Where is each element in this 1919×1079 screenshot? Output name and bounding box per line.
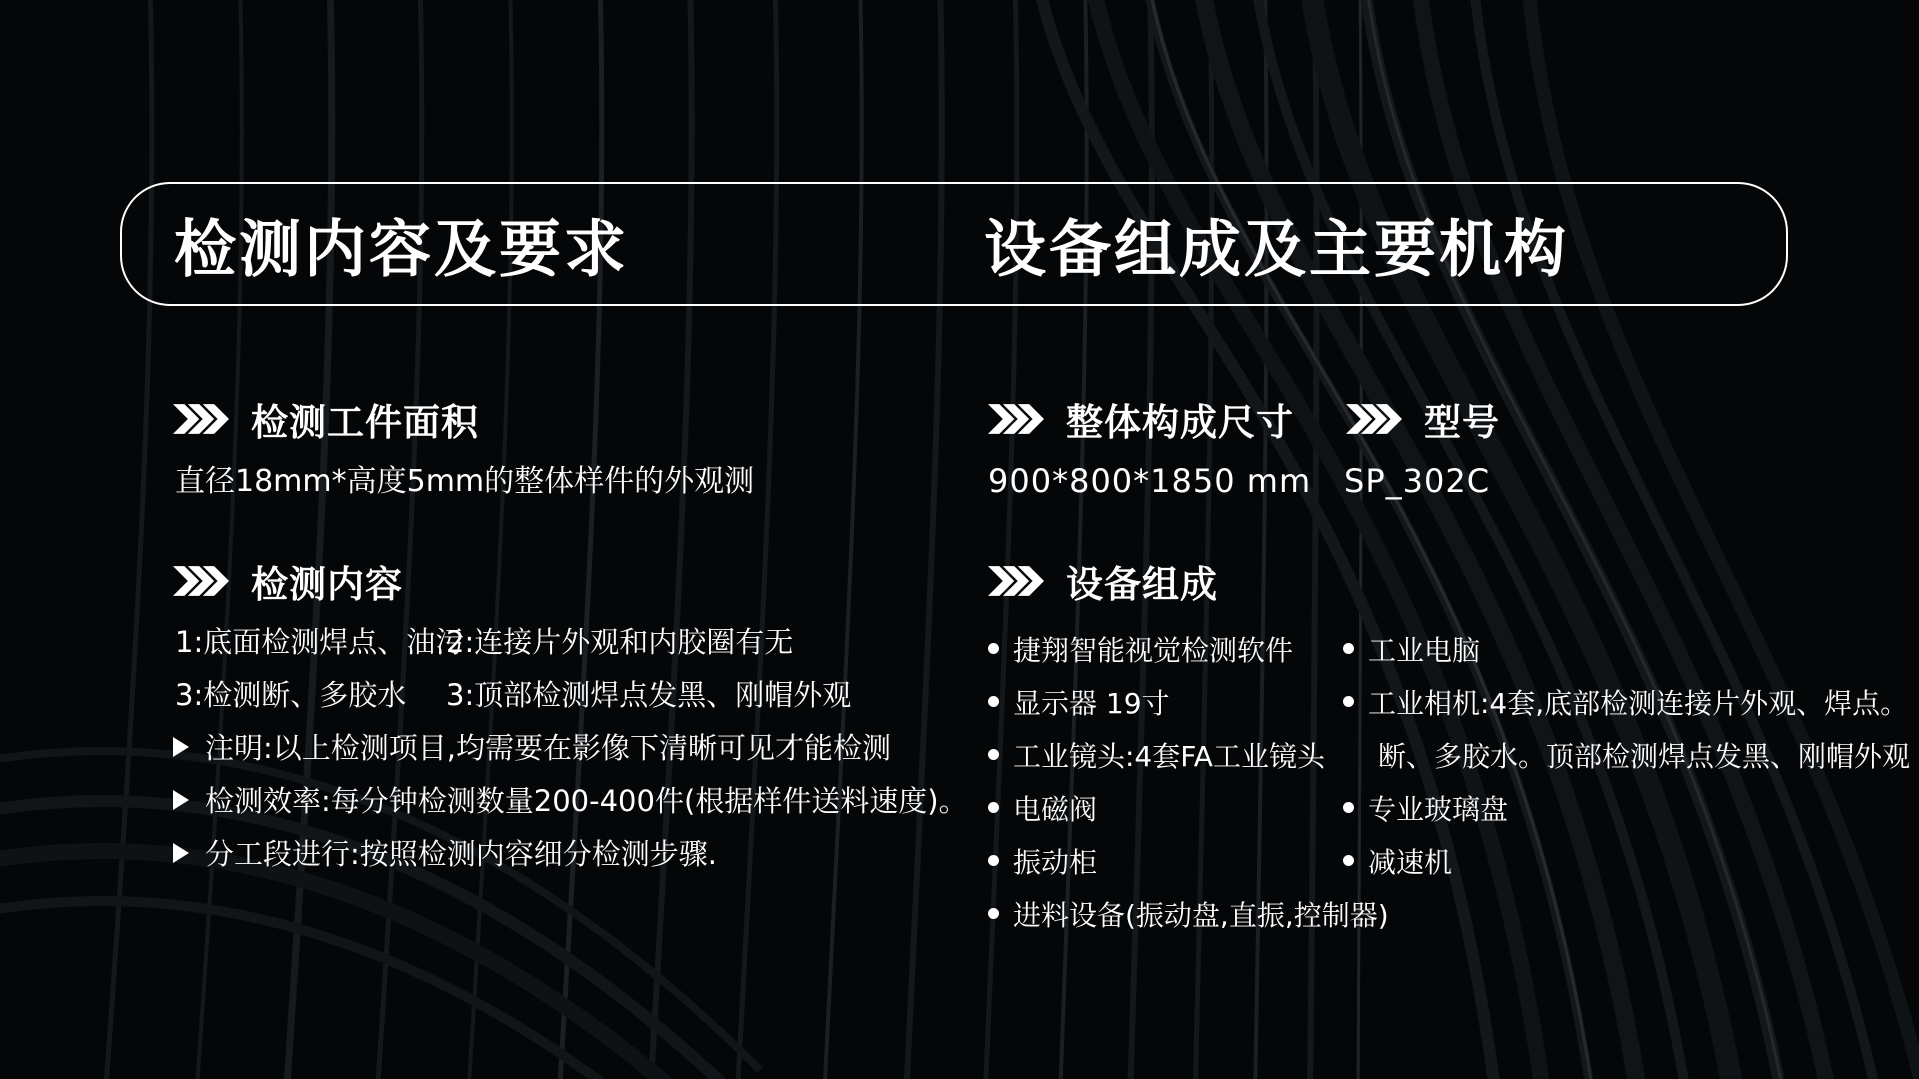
note-row [173,720,968,773]
bullet-icon [988,908,999,919]
pair-row [175,614,851,667]
dimensions-value: 900*800*1850 mm [988,462,1312,500]
item-text: 减速机 [1368,845,1453,879]
equipment-list-right [1343,622,1910,887]
right-triangle-icon [173,843,189,863]
note-text: 分工段进行:按照检测内容细分检测步骤. [205,837,717,871]
triple-chevron-icon [988,404,1044,434]
bullet-icon [1343,643,1354,654]
bullet-icon [988,855,999,866]
note-row [173,773,968,826]
triple-chevron-icon [1346,404,1402,434]
bullet-icon [988,802,999,813]
section-header-dimensions [988,398,1294,444]
work-area-body: 直径18mm*高度5mm的整体样件的外观测 [175,464,755,499]
section-header-equipment [988,560,1218,606]
triple-chevron-icon [173,404,229,434]
bullet-icon [988,643,999,654]
item-text: 专业玻璃盘 [1368,792,1509,826]
content-pair-list [175,614,851,720]
note-row [173,826,968,879]
bullet-icon [988,749,999,760]
bullet-icon [988,696,999,707]
content-notes [173,720,968,879]
section-title: 检测内容 [251,563,403,606]
item-text: 显示器 19寸 [1013,686,1170,720]
pair-cell: 3:顶部检测焊点发黑、刚帽外观 [446,678,852,712]
pair-cell: 2:连接片外观和内胶圈有无 [446,625,794,659]
list-item [1343,834,1910,887]
title-bar [120,182,1788,306]
list-item-continuation [1343,728,1910,781]
item-text: 断、多胶水。顶部检测焊点发黑、刚帽外观 [1378,739,1911,773]
model-value: SP_302C [1344,462,1491,500]
pair-row [175,667,851,720]
item-text: 振动柜 [1013,845,1098,879]
page-title-right: 设备组成及主要机构 [984,212,1570,286]
note-text: 检测效率:每分钟检测数量200-400件(根据样件送料速度)。 [205,784,968,818]
section-title: 检测工件面积 [251,401,479,444]
section-title: 型号 [1424,401,1500,444]
list-item [988,887,1389,940]
item-text: 工业电脑 [1368,633,1481,667]
item-text: 工业镜头:4套FA工业镜头 [1013,739,1325,773]
item-text: 进料设备(振动盘,直振,控制器) [1013,898,1389,932]
section-title: 设备组成 [1066,563,1218,606]
note-text: 注明:以上检测项目,均需要在影像下清晰可见才能检测 [205,731,891,765]
section-header-model [1346,398,1500,444]
triple-chevron-icon [988,566,1044,596]
pair-cell: 3:检测断、多胶水 [175,678,407,712]
item-text: 捷翔智能视觉检测软件 [1013,633,1294,667]
list-item [988,834,1389,887]
item-text: 工业相机:4套,底部检测连接片外观、焊点。 [1368,686,1909,720]
item-text: 电磁阀 [1013,792,1098,826]
bullet-icon [1343,696,1354,707]
right-triangle-icon [173,790,189,810]
triple-chevron-icon [173,566,229,596]
list-item [988,728,1389,781]
section-title: 整体构成尺寸 [1066,401,1294,444]
pair-cell: 1:底面检测焊点、油污 [175,625,465,659]
list-item [988,622,1389,675]
bullet-icon [1343,855,1354,866]
list-item [988,781,1389,834]
right-triangle-icon [173,737,189,757]
section-header-content [173,560,403,606]
equipment-list-left [988,622,1389,940]
page-title-left: 检测内容及要求 [174,212,630,286]
list-item [1343,622,1910,675]
bullet-icon [1343,802,1354,813]
list-item [1343,781,1910,834]
list-item [1343,675,1910,728]
list-item [988,675,1389,728]
section-header-work-area [173,398,479,444]
